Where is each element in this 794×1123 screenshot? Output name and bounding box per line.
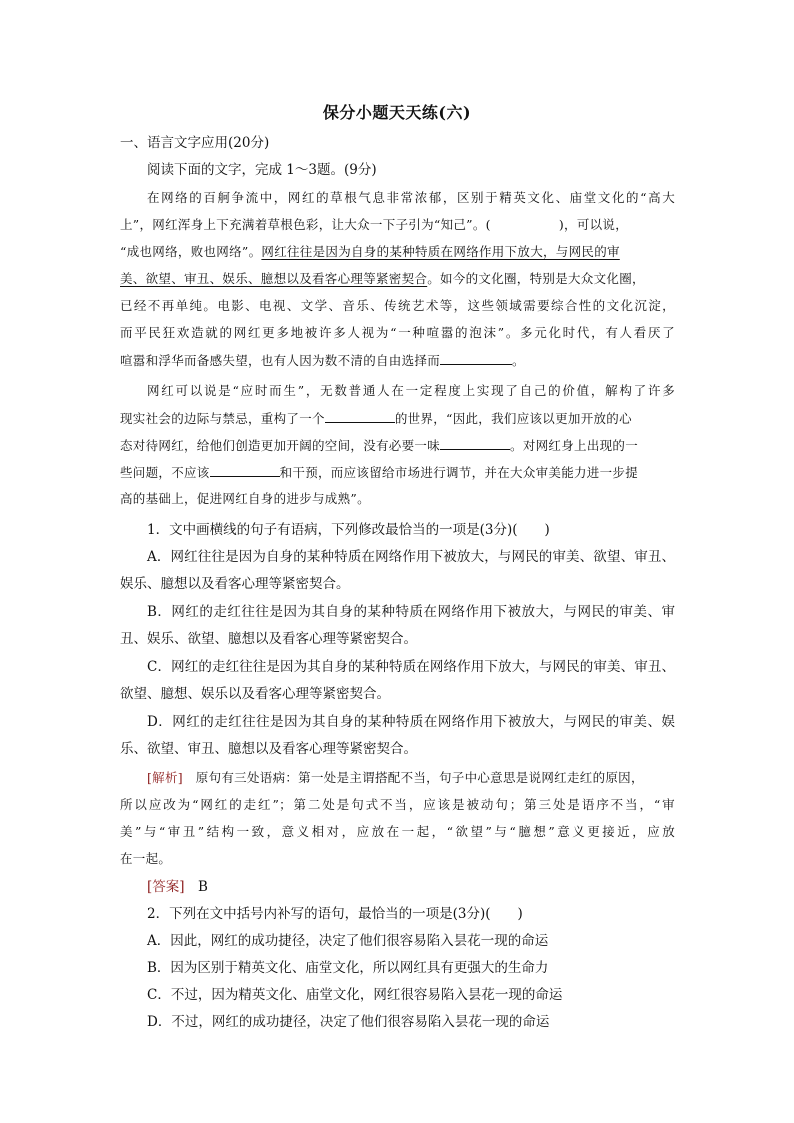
- analysis-line: [147, 769, 675, 787]
- option-b: B．网红的走红往往是因为其自身的某种特质在网络作用下被放大，与网民的审美、审: [147, 604, 675, 620]
- passage-line: [120, 216, 675, 234]
- question-stem: 1．文中画横线的句子有语病，下列修改最恰当的一项是(3分)( ): [147, 522, 550, 538]
- analysis-line: 所以应改为“网红的走红”；第二处是句式不当，应该是被动句；第三处是语序不当，“审: [120, 797, 675, 812]
- analysis-line: 美”与“审丑”结构一致，意义相对，应放在一起，“欲望”与“臆想”意义更接近，应放: [120, 824, 675, 839]
- analysis-text: 原句有三处语病：第一处是主谓搭配不当，句子中心意思是说网红走红的原因，: [182, 770, 644, 785]
- passage-line: [120, 463, 675, 482]
- passage-text: 。对网红身上出现的一: [510, 438, 639, 453]
- passage-text: 上”，网红浑身上下充满着草根色彩，让大众一下子引为“知己”。(: [120, 217, 491, 232]
- question-stem: 2．下列在文中括号内补写的语句，最恰当的一项是(3分)( ): [147, 906, 523, 922]
- passage-text: )，可以说，: [558, 217, 629, 232]
- passage-line: 网红可以说是“应时而生”，无数普通人在一定程度上实现了自己的价值，解构了许多: [147, 383, 675, 398]
- passage-line: 高的基础上，促进网红自身的进步与成熟”。: [120, 491, 370, 506]
- option-c: C．不过，因为精英文化、庙堂文化，网红很容易陷入昙花一现的命运: [147, 987, 563, 1003]
- passage-text: 和干预，而应该留给市场进行调节，并在大众审美能力进一步提: [279, 465, 639, 480]
- passage-text: 。如今的文化圈，特别是大众文化圈，: [427, 271, 645, 286]
- answer-tag: [答案]: [147, 879, 185, 895]
- option-c: C．网红的走红往往是因为其自身的某种特质在网络作用下放大，与网民的审美、审丑、: [147, 659, 675, 675]
- option-b: B．因为区别于精英文化、庙堂文化，所以网红具有更强大的生命力: [147, 960, 549, 976]
- passage-line: 已经不再单纯。电影、电视、文学、音乐、传统艺术等，这些领域需要综合性的文化沉淀，: [120, 298, 675, 313]
- reading-instruction: 阅读下面的文字，完成 1～3题。(9分): [147, 162, 377, 178]
- option-a-continued: 娱乐、臆想以及看客心理等紧密契合。: [120, 576, 350, 592]
- passage-text: 的世界，“因此，我们应该以更加开放的心: [394, 411, 632, 426]
- answer-value: B: [184, 879, 208, 895]
- passage-line: [120, 436, 675, 455]
- option-d-continued: 乐、欲望、审丑、臆想以及看客心理等紧密契合。: [120, 741, 417, 757]
- option-b-continued: 丑、娱乐、欲望、臆想以及看客心理等紧密契合。: [120, 631, 417, 647]
- option-d: D．不过，网红的成功捷径，决定了他们很容易陷入昙花一现的命运: [147, 1014, 550, 1030]
- fill-blank: [210, 463, 280, 477]
- analysis-line: 在一起。: [120, 851, 172, 866]
- underlined-sentence: 美、欲望、审丑、娱乐、臆想以及看客心理等紧密契合: [120, 271, 428, 286]
- passage-line: [120, 270, 675, 288]
- section-heading: 一、语言文字应用(20分): [120, 135, 270, 151]
- option-c-continued: 欲望、臆想、娱乐以及看客心理等紧密契合。: [120, 686, 390, 702]
- fill-blank: [325, 409, 395, 423]
- passage-line: 在网络的百舸争流中，网红的草根气息非常浓郁，区别于精英文化、庙堂文化的“高大: [147, 190, 675, 205]
- passage-text: 现实社会的边际与禁忌，重构了一个: [120, 411, 325, 426]
- passage-text: “成也网络，败也网络”。: [120, 244, 262, 259]
- underlined-sentence: 网红往往是因为自身的某种特质在网络作用下放大，与网民的审: [261, 244, 620, 259]
- passage-text: 喧嚣和浮华而备感失望，也有人因为数不清的自由选择而: [120, 353, 441, 368]
- option-d: D．网红的走红往往是因为其自身的某种特质在网络作用下被放大，与网民的审美、娱: [147, 714, 675, 730]
- fill-blank: [440, 436, 510, 450]
- passage-line: [120, 243, 675, 261]
- option-a: A．因此，网红的成功捷径，决定了他们很容易陷入昙花一现的命运: [147, 933, 549, 949]
- passage-text: 态对待网红，给他们创造更加开阔的空间，没有必要一味: [120, 438, 441, 453]
- analysis-tag: [解析]: [147, 770, 183, 785]
- page-title: 保分小题天天练(六): [322, 103, 472, 122]
- passage-line: [120, 409, 675, 428]
- answer-line: [147, 878, 675, 896]
- passage-text: 。: [512, 353, 525, 368]
- fill-blank: [440, 351, 512, 365]
- passage-line: [120, 351, 675, 370]
- option-a: A．网红往往是因为自身的某种特质在网络作用下被放大，与网民的审美、欲望、审丑、: [147, 549, 675, 565]
- passage-text: 些问题，不应该: [120, 465, 210, 480]
- passage-line: 而平民狂欢造就的网红更多地被许多人视为“一种喧嚣的泡沫”。多元化时代，有人看厌了: [120, 325, 675, 340]
